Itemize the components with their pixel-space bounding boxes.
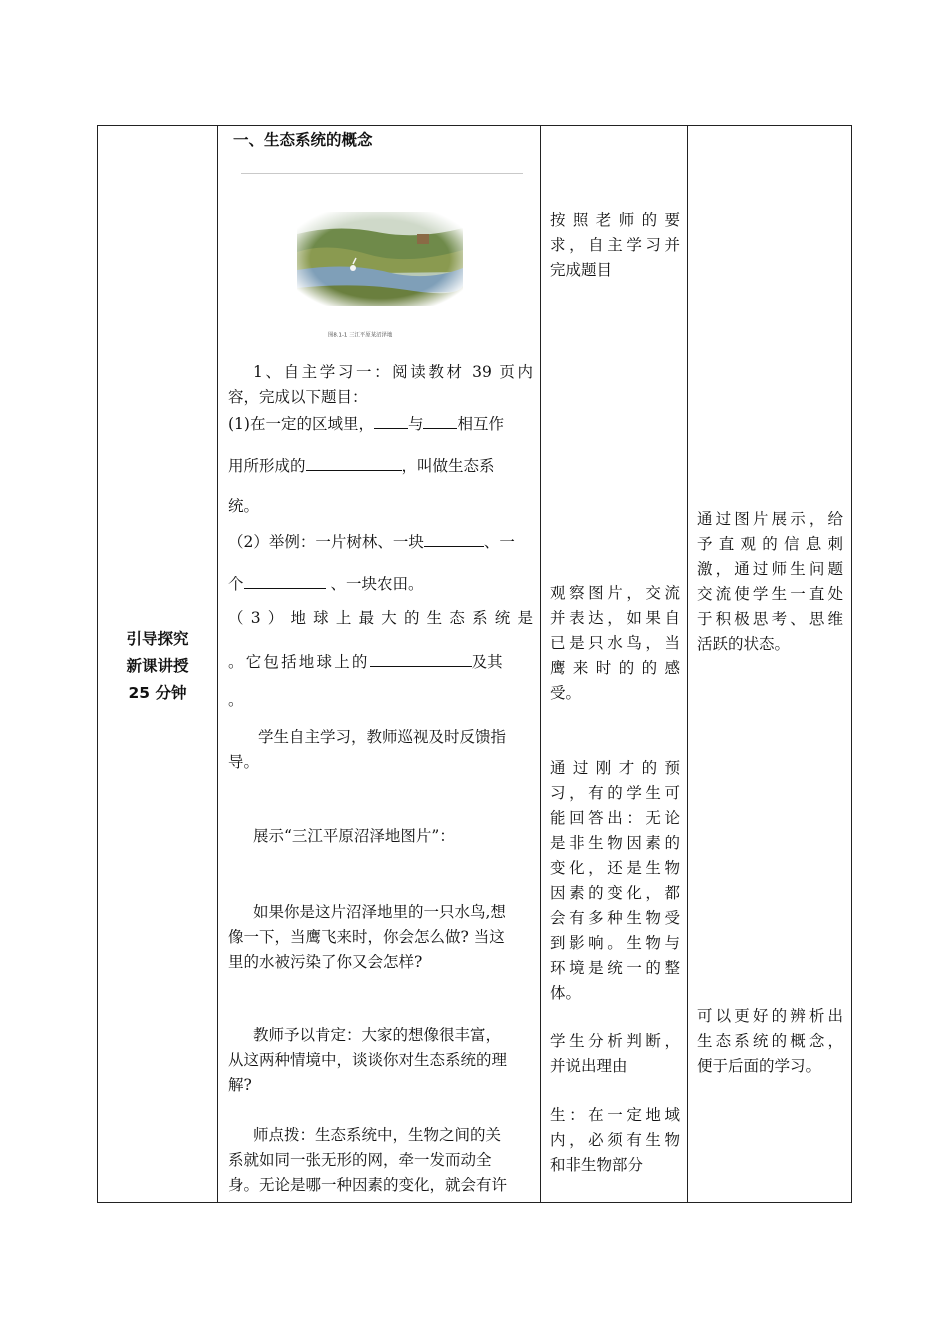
text-line: 和非生物部分: [550, 1156, 644, 1174]
divider-rule: [241, 173, 523, 174]
fill-blank: [370, 648, 472, 667]
fill-blank: [424, 528, 484, 547]
text-segment: 相互作: [457, 415, 504, 433]
text-line: 生：在一定地域: [550, 1106, 680, 1124]
question-line: [228, 648, 533, 672]
fill-blank: [244, 570, 326, 589]
text-segment: 。它包括地球上的: [228, 653, 370, 671]
text-segment: (1)在一定的区域里，: [228, 415, 374, 433]
column-divider: [687, 126, 688, 1202]
text-line: 激，通过师生问题: [697, 560, 843, 578]
text-line: 能回答出：无论: [550, 809, 680, 827]
text-line: 变化，还是生物: [550, 859, 680, 877]
text-line: 展示“三江平原沼泽地图片”：: [253, 827, 455, 845]
stage-cell: [98, 626, 217, 707]
column-divider: [217, 126, 218, 1202]
text-line: （3）地球上最大的生态系统是: [228, 609, 533, 627]
text-line: 学生分析判断，: [550, 1032, 680, 1050]
text-line: 内，必须有生物: [550, 1131, 680, 1149]
text-line: 容，完成以下题目：: [228, 388, 368, 406]
text-line: 教师予以肯定：大家的想像很丰富，: [253, 1026, 502, 1044]
text-line: 通过图片展示，给: [697, 510, 843, 528]
text-segment: ，叫做生态系: [401, 457, 495, 475]
stage-line: 25 分钟: [128, 684, 187, 702]
text-line: 交流使学生一直处: [697, 585, 843, 603]
text-line: 体。: [550, 984, 582, 1002]
text-line: 予直观的信息刺: [697, 535, 843, 553]
text-segment: 及其: [471, 653, 503, 671]
text-line: 里的水被污染了你又会怎样?: [228, 953, 423, 971]
text-line: 按照老师的要: [550, 211, 680, 229]
text-line: 求，自主学习并: [550, 236, 680, 254]
text-segment: 个: [228, 575, 244, 593]
stage-line: 引导探究: [126, 630, 189, 648]
question-line: [228, 570, 533, 594]
text-line: 于积极思考、思维: [697, 610, 843, 628]
text-line: 如果你是这片沼泽地里的一只水鸟,想: [253, 903, 506, 921]
text-line: 受。: [550, 684, 582, 702]
fill-blank: [374, 410, 408, 429]
text-segment: （2）举例：一片树林、一块: [228, 533, 424, 551]
text-line: 是非生物因素的: [550, 834, 680, 852]
section-heading: 一、生态系统的概念: [233, 131, 373, 149]
text-line: 通过刚才的预: [550, 759, 680, 777]
text-line: 身。无论是哪一种因素的变化，就会有许: [228, 1176, 508, 1194]
question-line: [228, 452, 533, 476]
text-line: 观察图片，交流: [550, 584, 680, 602]
text-line: 环境是统一的整: [550, 959, 680, 977]
text-line: 可以更好的辨析出: [697, 1007, 843, 1025]
text-line: 鹰来时的的感: [550, 659, 680, 677]
text-line: 从这两种情境中，谈谈你对生态系统的理: [228, 1051, 508, 1069]
text-line: 并说出理由: [550, 1057, 628, 1075]
question-line: [228, 528, 533, 552]
question-line: [228, 410, 533, 434]
lesson-plan-table: [97, 125, 852, 1203]
text-line: 学生自主学习，教师巡视及时反馈指: [258, 728, 507, 746]
fill-blank: [423, 410, 457, 429]
text-line: 习，有的学生可: [550, 784, 680, 802]
text-line: 因素的变化，都: [550, 884, 680, 902]
photo-caption: 图8.1-1 三江平原某沼泽地: [328, 331, 393, 339]
text-line: 活跃的状态。: [697, 635, 791, 653]
text-line: 导。: [228, 753, 260, 771]
text-segment: 、一: [483, 533, 515, 551]
marsh-photo: [297, 212, 463, 306]
fill-blank: [306, 452, 402, 471]
text-segment: 与: [407, 415, 424, 433]
text-line: 并表达，如果自: [550, 609, 680, 627]
text-line: 统。: [228, 497, 260, 515]
text-line: 。: [228, 691, 244, 709]
text-line: 便于后面的学习。: [697, 1057, 822, 1075]
stage-line: 新课讲授: [126, 657, 189, 675]
text-segment: 用所形成的: [228, 457, 306, 475]
text-segment: 、一块农田。: [325, 575, 424, 593]
text-line: 像一下，当鹰飞来时，你会怎么做? 当这: [228, 928, 505, 946]
text-line: 解?: [228, 1076, 252, 1094]
text-line: 生态系统的概念，: [697, 1032, 843, 1050]
text-line: 到影响。生物与: [550, 934, 680, 952]
text-line: 完成题目: [550, 261, 613, 279]
text-line: 系就如同一张无形的网，牵一发而动全: [228, 1151, 492, 1169]
text-line: 会有多种生物受: [550, 909, 680, 927]
text-line: 1、自主学习一：阅读教材 39 页内: [253, 363, 533, 381]
column-divider: [540, 126, 541, 1202]
text-line: 师点拨：生态系统中，生物之间的关: [253, 1126, 502, 1144]
text-line: 已是只水鸟，当: [550, 634, 680, 652]
